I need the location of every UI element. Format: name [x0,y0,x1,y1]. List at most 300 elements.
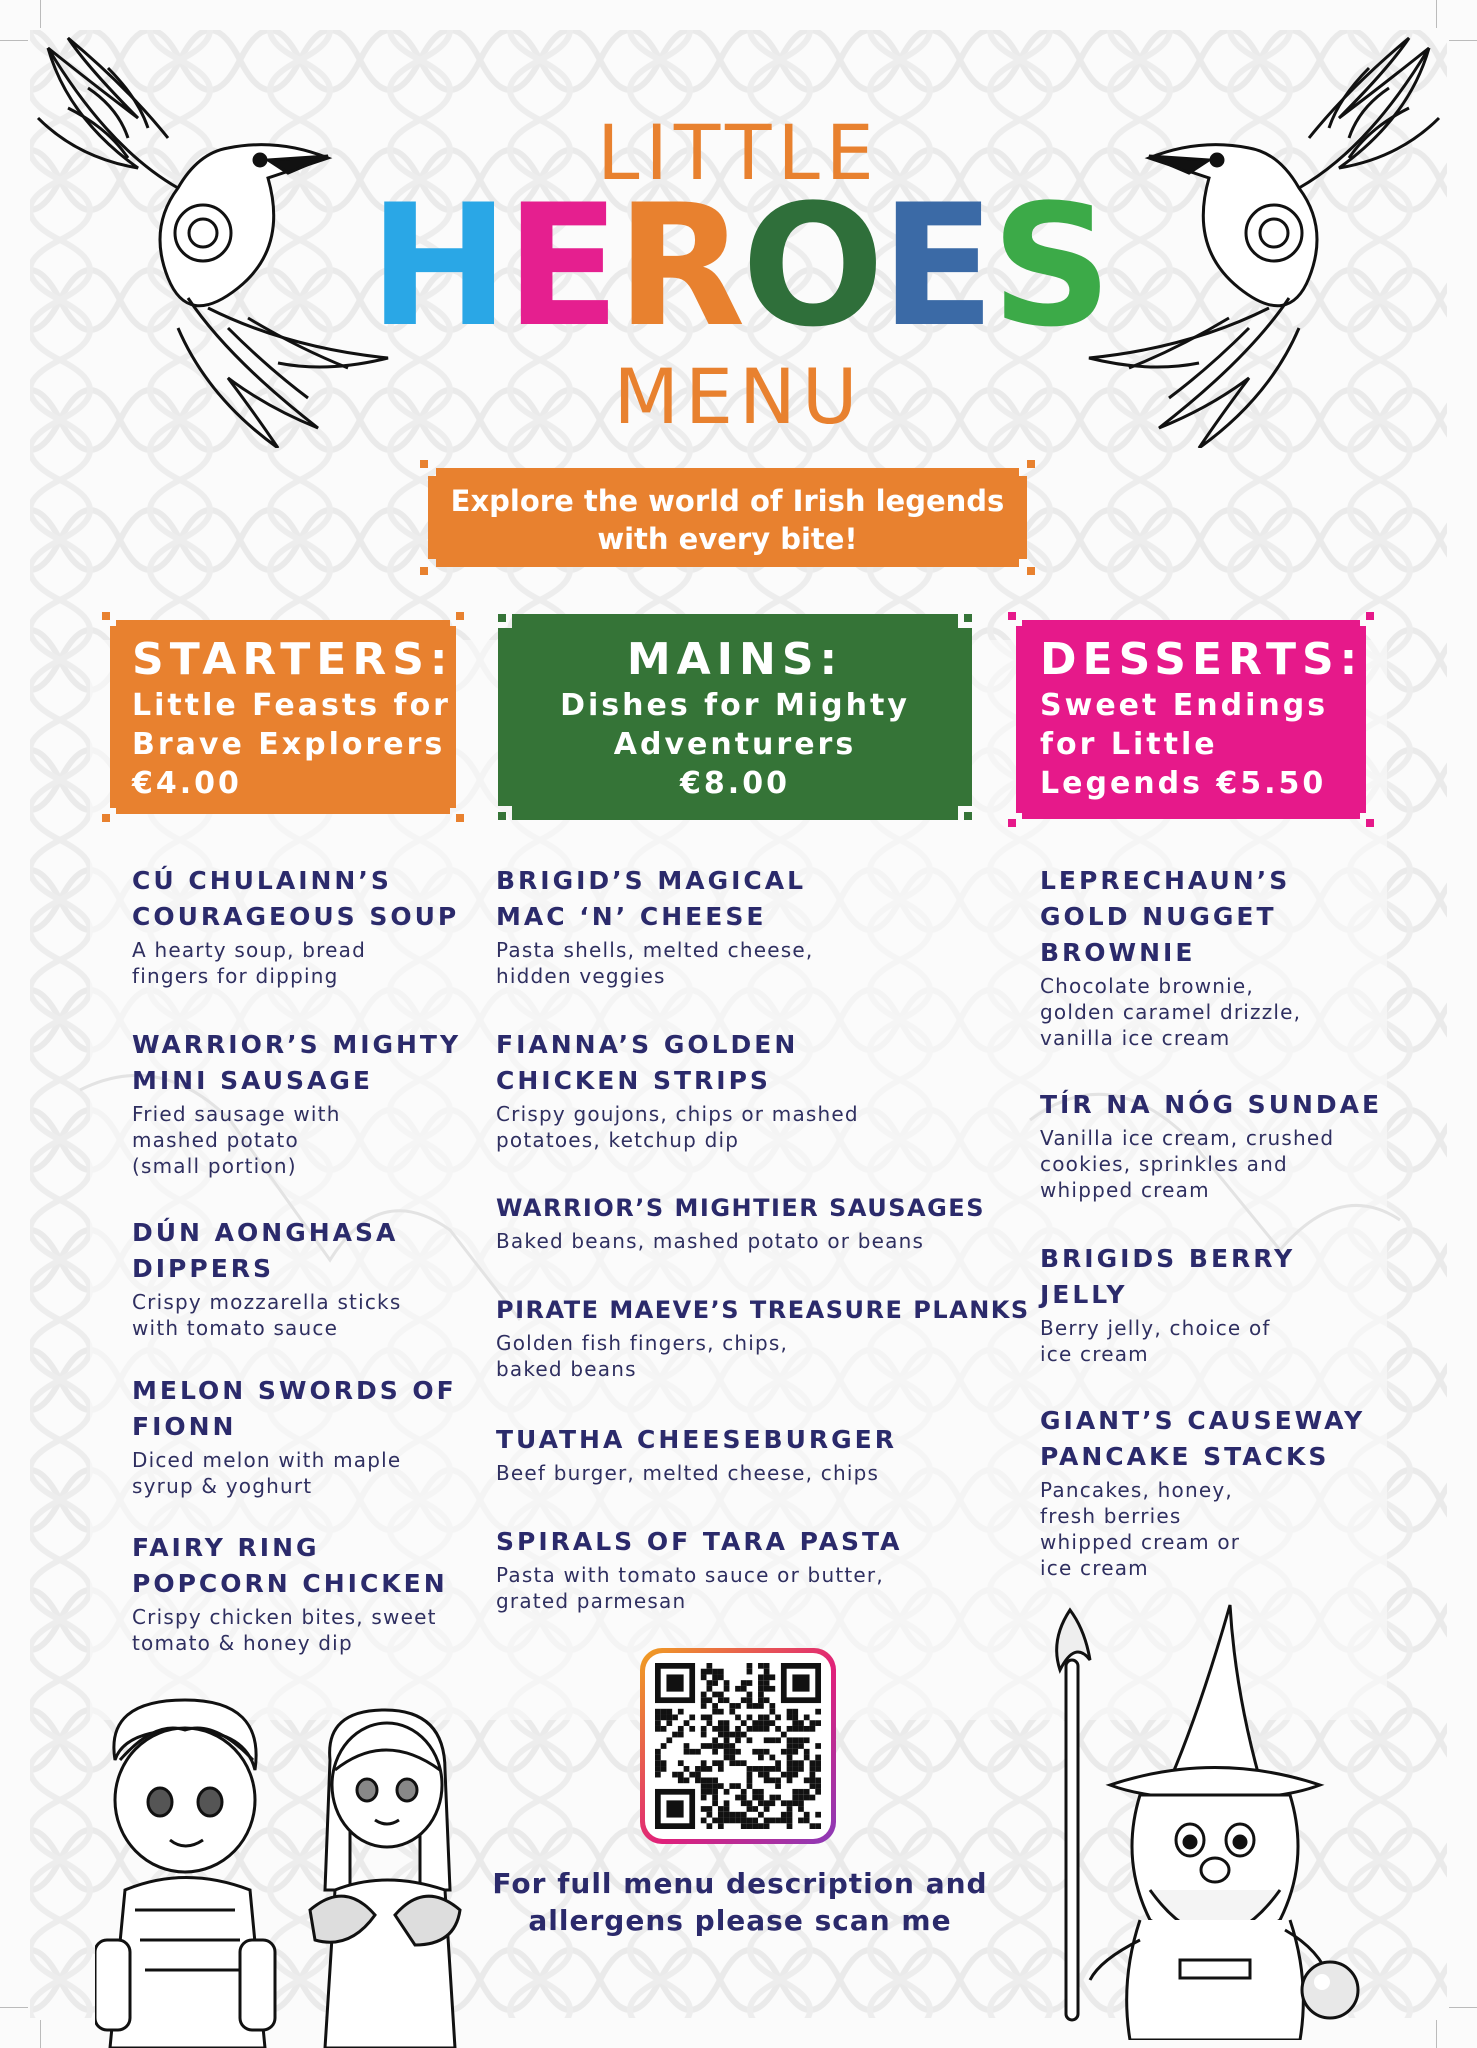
qr-module [735,1818,741,1824]
qr-module [724,1732,730,1738]
item-description [132,937,459,989]
qr-module [752,1749,758,1755]
qr-module [741,1697,747,1703]
qr-module [729,1703,735,1709]
qr-module [729,1743,735,1749]
qr-module [758,1692,764,1698]
qr-module [712,1789,718,1795]
item-name: GOLD NUGGET [1040,902,1277,931]
qr-module [718,1766,724,1772]
qr-module [735,1686,741,1692]
qr-module [707,1743,713,1749]
item-name: PANCAKE STACKS [1040,1442,1330,1471]
qr-module [678,1760,684,1766]
qr-module [758,1680,764,1686]
qr-module [684,1777,690,1783]
qr-module [787,1777,793,1783]
qr-module [787,1818,793,1824]
qr-module [792,1795,798,1801]
item-name: SPIRALS OF TARA PASTA [496,1527,903,1556]
title-letter: H [368,168,506,364]
menu-item [132,863,459,989]
item-desc-line: Diced melon with maple [132,1448,402,1472]
qr-module [752,1823,758,1829]
qr-module [655,1755,661,1761]
qr-module [798,1743,804,1749]
menu-item [1040,1241,1295,1367]
qr-module [810,1760,816,1766]
qr-module [724,1743,730,1749]
item-description [496,1228,985,1254]
qr-module [815,1720,821,1726]
qr-module [758,1823,764,1829]
item-description [1040,1477,1365,1581]
qr-module [747,1692,753,1698]
qr-module [666,1715,672,1721]
item-desc-line: golden caramel drizzle, [1040,1000,1302,1024]
qr-module [747,1663,753,1669]
desserts-banner-text [1040,634,1363,803]
scan-line: For full menu description and [492,1867,988,1900]
qr-module [655,1709,661,1715]
scan-instructions [470,1865,1010,1939]
qr-module [758,1755,764,1761]
qr-module [798,1720,804,1726]
section-heading: STARTERS: [132,634,454,685]
qr-module [769,1709,775,1715]
menu-item [1040,863,1301,1051]
qr-module [792,1772,798,1778]
item-description [132,1101,461,1179]
mains-banner-text [490,634,980,803]
qr-module [810,1772,816,1778]
qr-module [684,1766,690,1772]
tagline-banner [420,460,1035,575]
item-desc-line: baked beans [496,1357,637,1381]
qr-module [747,1766,753,1772]
qr-module [695,1766,701,1772]
qr-module [735,1783,741,1789]
qr-module [815,1823,821,1829]
qr-module [672,1715,678,1721]
qr-module [672,1772,678,1778]
qr-module [701,1806,707,1812]
qr-module [707,1823,713,1829]
qr-module [707,1686,713,1692]
qr-module [758,1726,764,1732]
qr-module [724,1726,730,1732]
menu-item [132,1215,401,1341]
qr-module [804,1715,810,1721]
qr-module [764,1674,770,1680]
qr-module [741,1686,747,1692]
qr-module [747,1703,753,1709]
menu-item [496,1524,903,1614]
qr-module [787,1772,793,1778]
qr-module [712,1795,718,1801]
qr-module [707,1669,713,1675]
qr-module [729,1749,735,1755]
wizard-illustration [1030,1600,1370,2040]
qr-module [815,1777,821,1783]
item-name: COURAGEOUS SOUP [132,902,460,931]
qr-module [752,1703,758,1709]
item-name: TUATHA CHEESEBURGER [496,1425,897,1454]
qr-module [781,1749,787,1755]
qr-module [798,1726,804,1732]
qr-module [678,1777,684,1783]
qr-module [804,1818,810,1824]
qr-module [712,1703,718,1709]
starters-banner-text [132,634,453,803]
item-desc-line: with tomato sauce [132,1316,339,1340]
item-name: FIONN [132,1412,237,1441]
item-name: FAIRY RING [132,1533,320,1562]
item-description [132,1604,448,1656]
qr-module [655,1726,661,1732]
qr-module [684,1743,690,1749]
item-desc-line: ice cream [1040,1342,1149,1366]
qr-module [758,1772,764,1778]
qr-module [769,1720,775,1726]
qr-module [775,1818,781,1824]
qr-module [747,1806,753,1812]
qr-module [775,1726,781,1732]
tagline-text [420,482,1035,558]
qr-module [769,1766,775,1772]
qr-module [724,1755,730,1761]
menu-item [132,1373,457,1499]
menu-item [496,1422,897,1486]
desserts-banner [1008,612,1374,827]
qr-module [661,1726,667,1732]
qr-module [747,1772,753,1778]
title-letter: O [741,168,881,364]
qr-module [798,1766,804,1772]
qr-module [758,1789,764,1795]
qr-module [781,1818,787,1824]
item-desc-line: Crispy mozzarella sticks [132,1290,402,1314]
qr-module [787,1806,793,1812]
qr-module [666,1737,672,1743]
qr-module [718,1783,724,1789]
qr-module [718,1823,724,1829]
qr-module [724,1806,730,1812]
qr-module [764,1806,770,1812]
item-desc-line: Fried sausage with [132,1102,341,1126]
qr-module [666,1800,683,1817]
qr-module [758,1697,764,1703]
qr-module [695,1777,701,1783]
qr-module [792,1766,798,1772]
qr-module [810,1777,816,1783]
item-name: BRIGIDS BERRY [1040,1244,1296,1273]
qr-module [792,1726,798,1732]
qr-module [701,1726,707,1732]
qr-module [701,1715,707,1721]
qr-module [707,1720,713,1726]
qr-module [678,1732,684,1738]
qr-module [718,1697,724,1703]
item-desc-line: Vanilla ice cream, crushed [1040,1126,1335,1150]
qr-module [655,1772,661,1778]
qr-module [707,1680,713,1686]
qr-module [741,1760,747,1766]
qr-module [747,1800,753,1806]
qr-module [787,1766,793,1772]
item-description [132,1289,401,1341]
item-name: MELON SWORDS OF [132,1376,457,1405]
item-name: BRIGID’S MAGICAL [496,866,807,895]
qr-module [661,1715,667,1721]
qr-module [661,1709,667,1715]
qr-module [764,1737,770,1743]
qr-module [701,1777,707,1783]
section-subtitle: Sweet Endings [1040,688,1329,723]
qr-module [792,1720,798,1726]
qr-module [764,1749,770,1755]
qr-module [804,1812,810,1818]
qr-module [707,1783,713,1789]
qr-module [729,1732,735,1738]
qr-module [672,1732,678,1738]
item-desc-line: (small portion) [132,1154,297,1178]
qr-module [752,1720,758,1726]
hero-kids-illustration [95,1690,485,2048]
qr-module [758,1800,764,1806]
qr-module [724,1789,730,1795]
section-price: €8.00 [680,766,790,801]
qr-module [758,1749,764,1755]
qr-module [729,1709,735,1715]
qr-module [787,1755,793,1761]
qr-module [741,1823,747,1829]
qr-module [810,1795,816,1801]
qr-module [804,1726,810,1732]
qr-module [798,1806,804,1812]
item-desc-line: Pasta with tomato sauce or butter, [496,1563,884,1587]
qr-module [769,1674,775,1680]
item-name: PIRATE MAEVE’S TREASURE PLANKS [496,1296,1030,1324]
item-desc-line: Beef burger, melted cheese, chips [496,1461,880,1485]
item-desc-line: Pasta shells, melted cheese, [496,938,814,962]
qr-module [661,1743,667,1749]
qr-module [792,1715,798,1721]
menu-item [1040,1403,1365,1581]
qr-module [775,1777,781,1783]
qr-module [701,1732,707,1738]
qr-module [729,1818,735,1824]
title-little: LITTLE [597,108,880,197]
qr-module [747,1737,753,1743]
qr-module [655,1766,661,1772]
qr-module [792,1749,798,1755]
qr-module [798,1818,804,1824]
item-desc-line: grated parmesan [496,1589,687,1613]
qr-module [718,1743,724,1749]
qr-module [701,1760,707,1766]
item-description [1040,973,1301,1051]
qr-module [747,1726,753,1732]
qr-module [758,1663,764,1669]
item-description [496,1460,897,1486]
qr-module [769,1800,775,1806]
qr-module [712,1674,718,1680]
qr-module [752,1818,758,1824]
qr-module [787,1726,793,1732]
qr-module [701,1818,707,1824]
title-letter: E [505,168,617,364]
qr-module [712,1726,718,1732]
qr-module [718,1709,724,1715]
qr-module [787,1743,793,1749]
qr-module [747,1783,753,1789]
qr-module [769,1755,775,1761]
qr-module [724,1686,730,1692]
item-desc-line: Chocolate brownie, [1040,974,1254,998]
qr-module [764,1823,770,1829]
section-subtitle: Little Feasts for [132,688,451,723]
qr-module [718,1726,724,1732]
qr-module [729,1783,735,1789]
item-description [1040,1125,1382,1203]
qr-module [701,1703,707,1709]
qr-module [787,1715,793,1721]
qr-module [701,1669,707,1675]
item-desc-line: potatoes, ketchup dip [496,1128,740,1152]
qr-module [741,1818,747,1824]
qr-module [815,1766,821,1772]
qr-code[interactable] [640,1648,836,1844]
qr-module [781,1772,787,1778]
qr-code-pattern [655,1663,821,1829]
qr-module [804,1755,810,1761]
section-heading: DESSERTS: [1040,634,1364,685]
qr-module [747,1777,753,1783]
qr-module [758,1766,764,1772]
item-name: MAC ‘N’ CHEESE [496,902,767,931]
item-name: CÚ CHULAINN’S [132,866,392,895]
qr-module [764,1680,770,1686]
qr-module [724,1812,730,1818]
section-subtitle: for Little [1040,727,1218,762]
qr-module [735,1795,741,1801]
item-name: GIANT’S CAUSEWAY [1040,1406,1366,1435]
qr-module [787,1737,793,1743]
qr-module [815,1709,821,1715]
qr-module [712,1743,718,1749]
item-desc-line: Pancakes, honey, [1040,1478,1233,1502]
qr-module [735,1703,741,1709]
item-desc-line: fresh berries [1040,1504,1182,1528]
qr-module [707,1789,713,1795]
qr-module [758,1812,764,1818]
qr-module [787,1709,793,1715]
qr-module [787,1760,793,1766]
qr-module [752,1766,758,1772]
qr-module [712,1777,718,1783]
item-desc-line: Crispy chicken bites, sweet [132,1605,437,1629]
title-heroes [0,168,1477,364]
item-name: BROWNIE [1040,938,1196,967]
qr-module [684,1749,690,1755]
item-description [496,937,813,989]
qr-module [661,1766,667,1772]
item-desc-line: Berry jelly, choice of [1040,1316,1271,1340]
qr-module [707,1766,713,1772]
qr-module [815,1760,821,1766]
qr-module [775,1715,781,1721]
qr-module [792,1674,809,1691]
qr-module [689,1749,695,1755]
item-name: POPCORN CHICKEN [132,1569,448,1598]
qr-module [775,1795,781,1801]
section-subtitle: Dishes for Mighty [560,688,910,723]
qr-module [695,1772,701,1778]
item-desc-line: ice cream [1040,1556,1149,1580]
item-name: WARRIOR’S MIGHTIER SAUSAGES [496,1194,985,1222]
qr-module [741,1812,747,1818]
qr-module [689,1715,695,1721]
qr-module [735,1760,741,1766]
qr-module [764,1800,770,1806]
section-subtitle: Adventurers [613,727,857,762]
tagline-line: Explore the world of Irish legends [450,484,1005,518]
qr-module [758,1795,764,1801]
item-name: JELLY [1040,1280,1128,1309]
qr-module [718,1760,724,1766]
qr-module [775,1783,781,1789]
item-desc-line: mashed potato [132,1128,299,1152]
qr-module [810,1720,816,1726]
item-name: DÚN AONGHASA [132,1218,399,1247]
qr-module [712,1783,718,1789]
section-price: €4.00 [132,766,242,801]
menu-item [132,1530,448,1656]
qr-module [810,1823,816,1829]
qr-module [724,1720,730,1726]
qr-module [707,1663,713,1669]
qr-module [724,1680,730,1686]
qr-module [712,1800,718,1806]
item-desc-line: fingers for dipping [132,964,339,988]
qr-module [689,1772,695,1778]
item-name: MINI SAUSAGE [132,1066,373,1095]
qr-module [792,1709,798,1715]
item-desc-line: vanilla ice cream [1040,1026,1231,1050]
qr-module [804,1737,810,1743]
qr-module [810,1783,816,1789]
qr-module [747,1697,753,1703]
qr-module [758,1703,764,1709]
qr-module [792,1800,798,1806]
qr-module [678,1726,684,1732]
qr-module [775,1737,781,1743]
qr-module [804,1777,810,1783]
qr-module [666,1720,672,1726]
qr-module [712,1680,718,1686]
mains-banner [490,606,980,828]
qr-module [798,1789,804,1795]
qr-module [678,1772,684,1778]
item-desc-line: Golden fish fingers, chips, [496,1331,789,1355]
qr-module [758,1674,764,1680]
qr-module [701,1766,707,1772]
menu-item [496,863,813,989]
qr-module [735,1812,741,1818]
qr-module [758,1686,764,1692]
qr-module [712,1692,718,1698]
